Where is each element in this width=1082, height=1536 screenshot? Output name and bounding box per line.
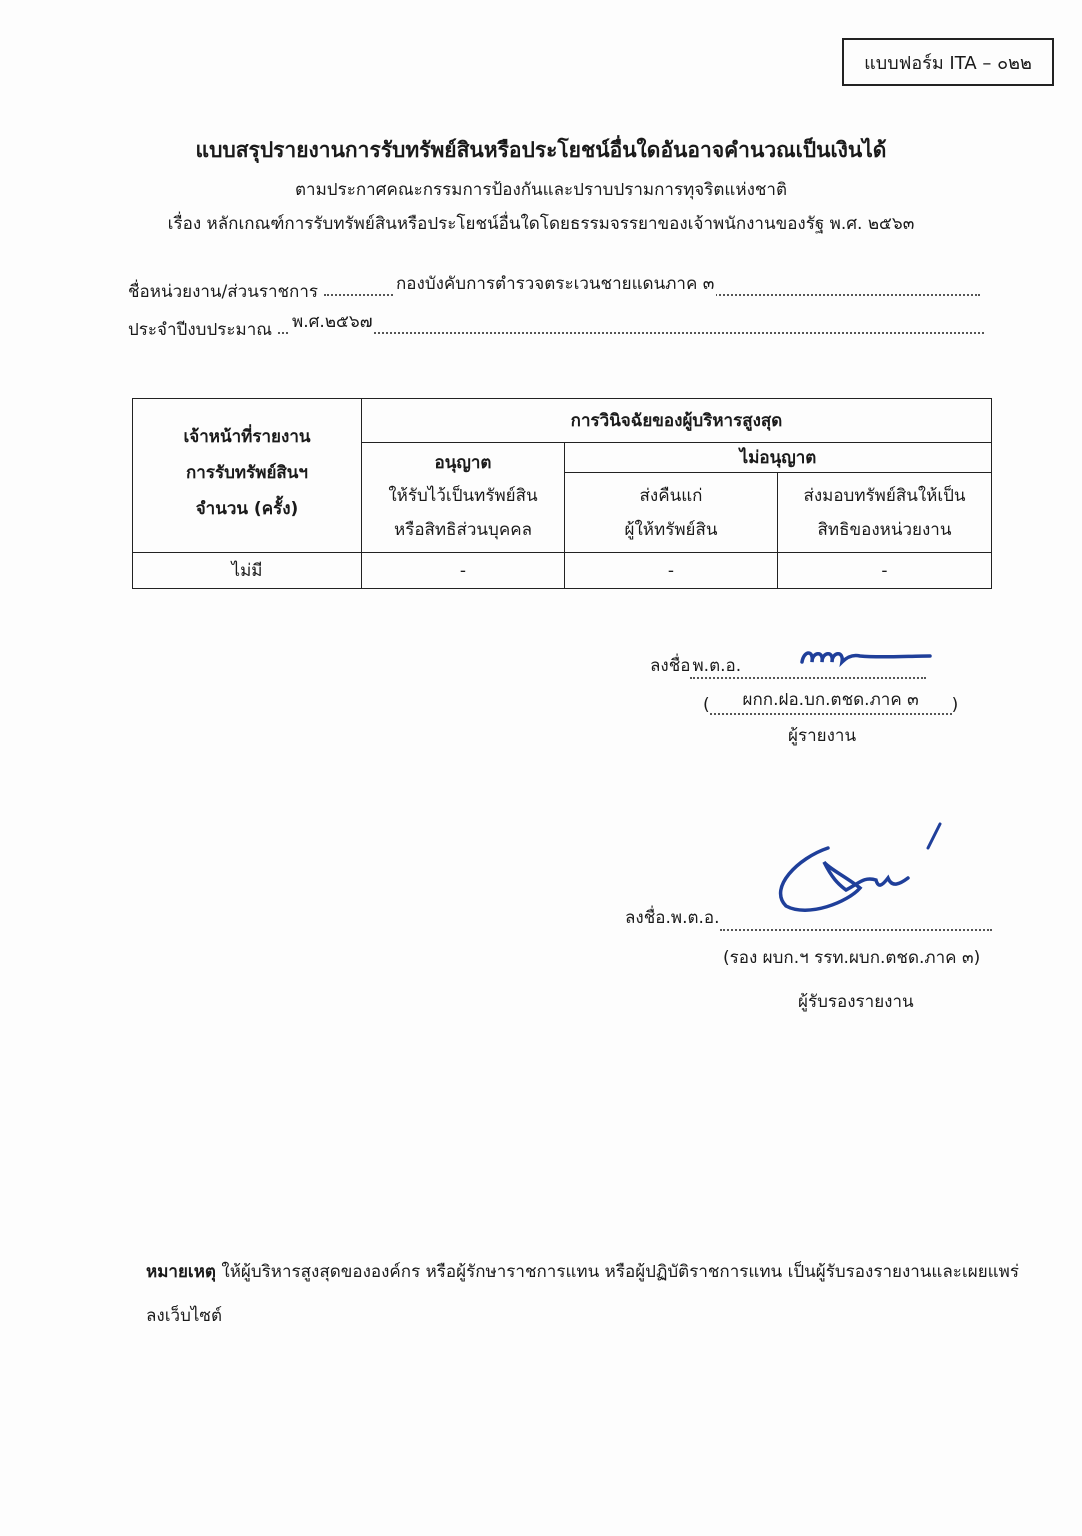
return-cell (565, 473, 778, 553)
reporter-header-line-3: จำนวน (ครั้ง) (195, 499, 299, 519)
reporter-header-line-1: เจ้าหน้าที่รายงาน (183, 427, 311, 447)
reporter-rank: พ.ต.อ. (692, 656, 742, 676)
allow-value: - (362, 553, 565, 589)
fiscal-year-field (128, 312, 984, 343)
handover-cell (778, 473, 992, 553)
handover-desc-line-2: สิทธิของหน่วยงาน (817, 519, 952, 540)
note-label: หมายเหตุ (146, 1262, 216, 1282)
reporter-sign-dotline (690, 656, 926, 679)
agency-dotline (324, 274, 980, 296)
report-table (132, 398, 992, 589)
fiscal-year-label: ประจำปีงบประมาณ (128, 320, 273, 340)
reporter-header-line-2: การรับทรัพย์สินฯ (186, 463, 308, 483)
reporter-role: ผู้รายงาน (788, 726, 857, 746)
note-text: ให้ผู้บริหารสูงสุดขององค์กร หรือผู้รักษาราชการแทน หรือผู้ปฏิบัติราชการแทน เป็นผู้รับรองรายงานและเผยแพร่ลงเว็บไซต์ (146, 1262, 1019, 1326)
allow-header: อนุญาต (434, 453, 492, 473)
return-value: - (565, 553, 778, 589)
reporter-header-cell (133, 399, 362, 553)
certifier-position: (รอง ผบก.ฯ รรท.ผบก.ตชด.ภาค ๓) (723, 948, 981, 968)
form-code-box: แบบฟอร์ม ITA – ๐๒๒ (842, 38, 1054, 86)
document-subtitle-1: ตามประกาศคณะกรรมการป้องกันและปราบปรามการทุจริตแห่งชาติ (294, 180, 788, 200)
reporter-position: ผกก.ฝอ.บก.ตชด.ภาค ๓ (710, 686, 952, 715)
agency-field (128, 274, 980, 305)
certifier-signature-line (625, 904, 1005, 931)
allow-cell (362, 443, 565, 553)
fiscal-year-dotline (278, 312, 984, 334)
document-title: แบบสรุปรายงานการรับทรัพย์สินหรือประโยชน์อื่นใดอันอาจคำนวณเป็นเงินได้ (195, 138, 887, 162)
handover-desc-line-1: ส่งมอบทรัพย์สินให้เป็น (803, 485, 966, 506)
allow-desc-line-1: ให้รับไว้เป็นทรัพย์สิน (388, 486, 538, 506)
certifier-sign-dotline (720, 929, 992, 931)
certifier-signature (768, 818, 958, 918)
decision-header: การวินิจฉัยของผู้บริหารสูงสุด (362, 399, 992, 443)
certifier-sign-prefix: ลงชื่อ.พ.ต.อ. (625, 908, 720, 928)
agency-value: กองบังคับการตำรวจตระเวนชายแดนภาค ๓ (394, 270, 716, 297)
reporter-signature (790, 638, 940, 674)
agency-label: ชื่อหน่วยงาน/ส่วนราชการ (128, 282, 319, 302)
allow-desc-line-2: หรือสิทธิส่วนบุคคล (393, 520, 532, 540)
return-desc-line-2: ผู้ให้ทรัพย์สิน (624, 519, 718, 540)
document-subtitle-2: เรื่อง หลักเกณฑ์การรับทรัพย์สินหรือประโยชน์อื่นใดโดยธรรมจรรยาของเจ้าพนักงานของรัฐ พ.ศ. ๒๕๖๓ (167, 214, 915, 234)
disallow-header: ไม่อนุญาต (565, 443, 992, 473)
handover-value: - (778, 553, 992, 589)
note (146, 1250, 1026, 1338)
reporter-sign-prefix: ลงชื่อ (650, 656, 691, 676)
count-value: ไม่มี (133, 553, 362, 589)
certifier-role: ผู้รับรองรายงาน (798, 992, 914, 1012)
return-desc-line-1: ส่งคืนแก่ (639, 485, 703, 506)
fiscal-year-value: พ.ศ.๒๕๖๗ (290, 308, 374, 335)
reporter-position-line: ( ผกก.ฝอ.บก.ตชด.ภาค ๓ ) (703, 686, 983, 715)
